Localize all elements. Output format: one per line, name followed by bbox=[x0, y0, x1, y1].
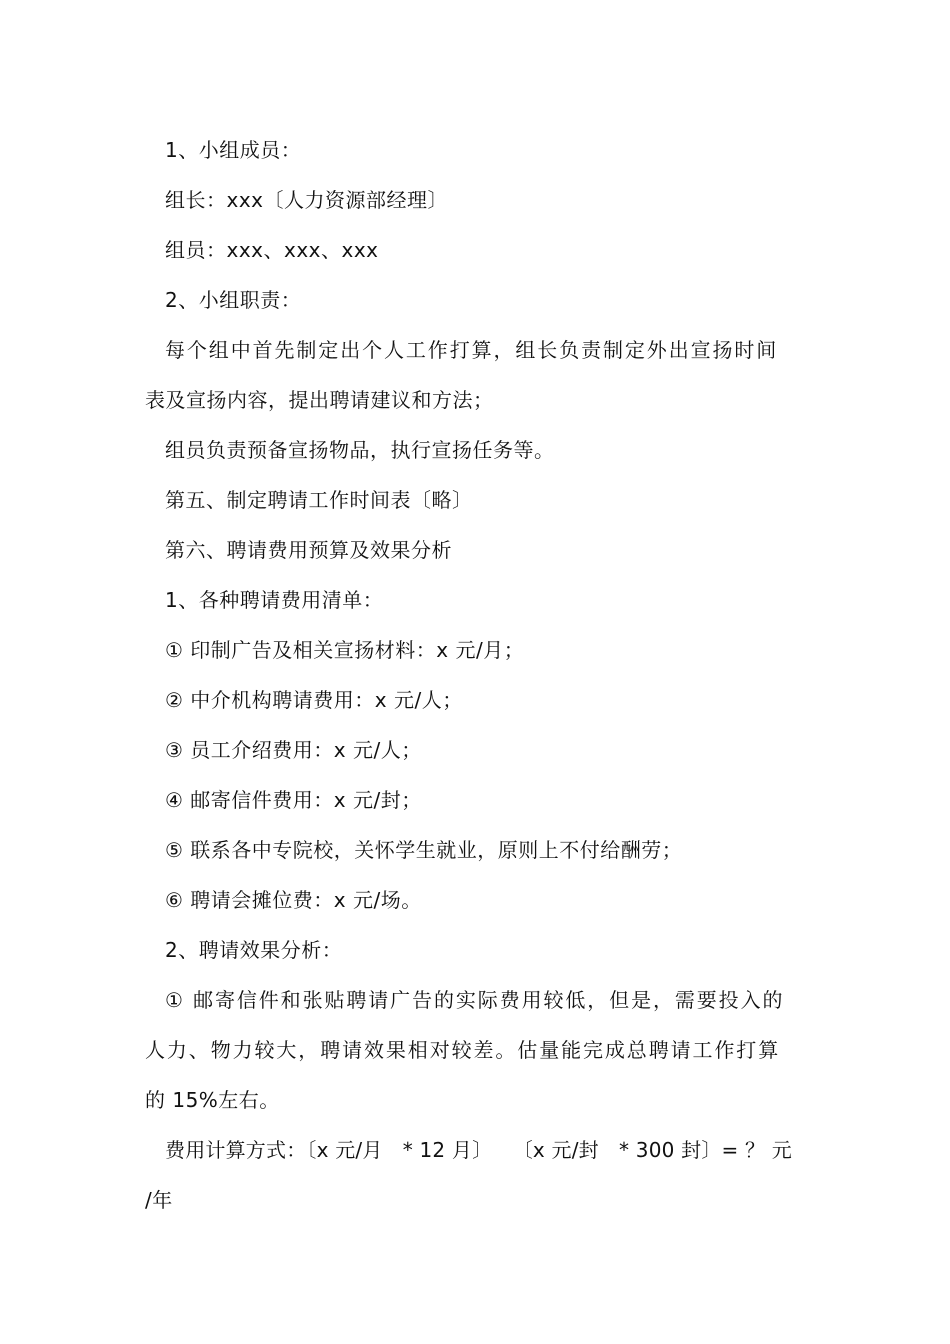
effect-analysis-heading: 2、聘请效果分析： bbox=[165, 938, 343, 962]
section-six-heading: 第六、聘请费用预算及效果分析 bbox=[165, 538, 452, 562]
section-heading-members: 1、小组成员： bbox=[165, 138, 302, 162]
effect-paragraph-line-1: ① 邮寄信件和张贴聘请广告的实际费用较低，但是，需要投入的 bbox=[165, 988, 785, 1012]
team-leader-line: 组长：xxx〔人力资源部经理〕 bbox=[165, 188, 449, 212]
duties-paragraph-line-1: 每个组中首先制定出个人工作打算，组长负责制定外出宣扬时间 bbox=[165, 338, 779, 362]
team-members-line: 组员：xxx、xxx、xxx bbox=[165, 238, 379, 262]
cost-item-3: ③ 员工介绍费用：x 元/人； bbox=[165, 738, 422, 762]
cost-formula-line-1: 费用计算方式：〔x 元/月 * 12 月〕 〔x 元/封 * 300 封〕= ？ 元 bbox=[165, 1138, 792, 1162]
cost-item-5: ⑤ 联系各中专院校，关怀学生就业，原则上不付给酬劳； bbox=[165, 838, 683, 862]
section-heading-duties: 2、小组职责： bbox=[165, 288, 302, 312]
cost-item-6: ⑥ 聘请会摊位费：x 元/场。 bbox=[165, 888, 422, 912]
cost-formula-line-2: /年 bbox=[145, 1188, 173, 1212]
duties-paragraph-line-2: 表及宣扬内容，提出聘请建议和方法； bbox=[145, 388, 494, 412]
members-duty-line: 组员负责预备宣扬物品，执行宣扬任务等。 bbox=[165, 438, 555, 462]
cost-item-2: ② 中介机构聘请费用：x 元/人； bbox=[165, 688, 463, 712]
effect-paragraph-line-2: 人力、物力较大，聘请效果相对较差。估量能完成总聘请工作打算 bbox=[145, 1038, 781, 1062]
cost-item-4: ④ 邮寄信件费用：x 元/封； bbox=[165, 788, 422, 812]
cost-list-heading: 1、各种聘请费用清单： bbox=[165, 588, 384, 612]
effect-paragraph-line-3: 的 15%左右。 bbox=[145, 1088, 280, 1112]
section-five-heading: 第五、制定聘请工作时间表〔略〕 bbox=[165, 488, 473, 512]
cost-item-1: ① 印制广告及相关宣扬材料：x 元/月； bbox=[165, 638, 525, 662]
